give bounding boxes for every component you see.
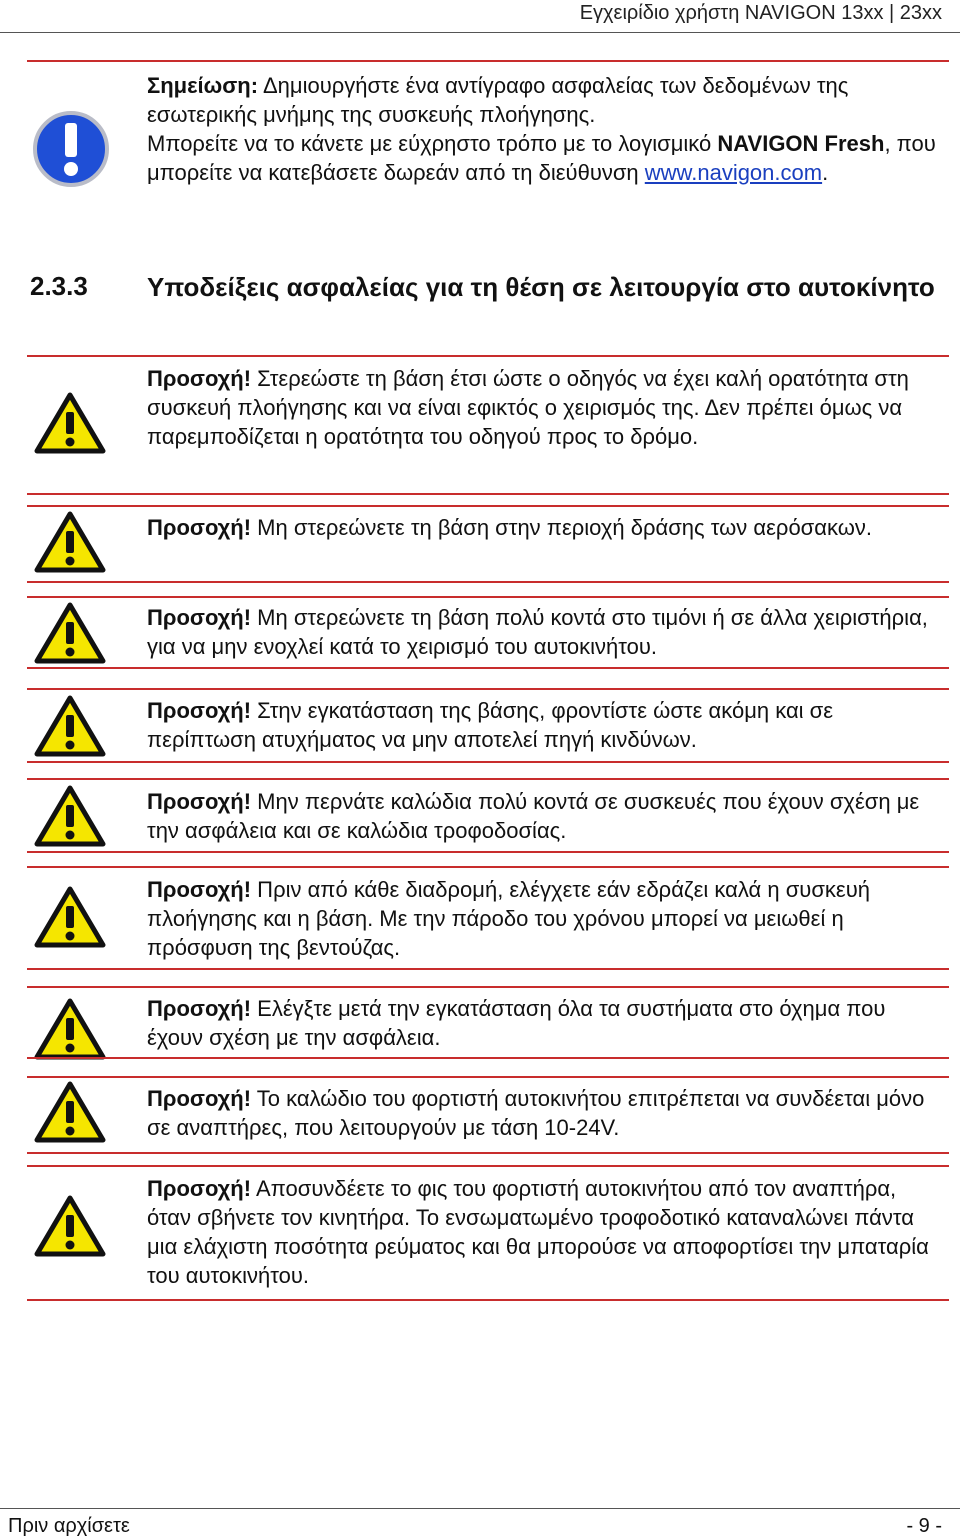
warning-text: Στερεώστε τη βάση έτσι ώστε ο οδηγός να έχει καλή ορατότητα στη συσκευή πλοήγησης και να είναι εφικτός ο χειρισμός της. Δεν πρέπει όμως να παρεμποδίζεται η ορατότητα του οδηγού προς το δρόμο. bbox=[147, 366, 909, 449]
warning-paragraph bbox=[147, 787, 942, 845]
warning-text: Μην περνάτε καλώδια πολύ κοντά σε συσκευές που έχουν σχέση με την ασφάλεια και σε καλώδια τροφοδοσίας. bbox=[147, 789, 920, 843]
warning-paragraph bbox=[147, 994, 942, 1052]
warning-block bbox=[0, 1076, 960, 1152]
warning-rule-bottom bbox=[27, 1299, 949, 1301]
warning-paragraph bbox=[147, 603, 942, 661]
note-top-rule bbox=[27, 60, 949, 62]
warning-text: Μη στερεώνετε τη βάση πολύ κοντά στο τιμόνι ή σε άλλα χειριστήρια, για να μην ενοχλεί κατά το χειρισμό του αυτοκινήτου. bbox=[147, 605, 928, 659]
warning-rule-top bbox=[27, 986, 949, 988]
note-line-1 bbox=[147, 71, 937, 129]
warning-triangle-icon bbox=[34, 998, 106, 1060]
warning-rule-top bbox=[27, 505, 949, 507]
warning-text: Στην εγκατάσταση της βάσης, φροντίστε ώστε ακόμη και σε περίπτωση ατυχήματος να μην αποτελεί πηγή κινδύνων. bbox=[147, 698, 834, 752]
note-line-2 bbox=[147, 129, 937, 187]
warning-lead: Προσοχή! bbox=[147, 515, 252, 540]
footer-chapter: Πριν αρχίσετε bbox=[8, 1515, 130, 1537]
note-product: NAVIGON Fresh bbox=[717, 131, 885, 156]
warning-rule-top bbox=[27, 688, 949, 690]
warning-rule-top bbox=[27, 1076, 949, 1078]
warning-block bbox=[0, 1165, 960, 1299]
warning-rule-bottom bbox=[27, 667, 949, 669]
warning-block bbox=[0, 866, 960, 968]
warning-rule-bottom bbox=[27, 851, 949, 853]
footer-rule bbox=[0, 1508, 960, 1509]
note-text-1: Δημιουργήστε ένα αντίγραφο ασφαλείας των δεδομένων της εσωτερικής μνήμης της συσκευής πλοήγησης. bbox=[147, 73, 849, 127]
info-exclamation-icon bbox=[32, 110, 110, 188]
warning-block bbox=[0, 778, 960, 851]
warning-block bbox=[0, 505, 960, 581]
warning-paragraph bbox=[147, 364, 942, 451]
warning-lead: Προσοχή! bbox=[147, 698, 252, 723]
warning-lead: Προσοχή! bbox=[147, 789, 252, 814]
warning-triangle-icon bbox=[34, 511, 106, 573]
warning-rule-bottom bbox=[27, 761, 949, 763]
warning-lead: Προσοχή! bbox=[147, 366, 252, 391]
warning-lead: Προσοχή! bbox=[147, 877, 252, 902]
warning-triangle-icon bbox=[34, 695, 106, 757]
warning-paragraph bbox=[147, 513, 942, 542]
note-lead: Σημείωση: bbox=[147, 73, 259, 98]
section-title: Υποδείξεις ασφαλείας για τη θέση σε λειτουργία στο αυτοκίνητο bbox=[147, 272, 935, 302]
warning-paragraph bbox=[147, 1084, 942, 1142]
warning-text: Πριν από κάθε διαδρομή, ελέγχετε εάν εδράζει καλά η συσκευή πλοήγησης και η βάση. Με την πάροδο του χρόνου μπορεί να μειωθεί η πρόσφυση της βεντούζας. bbox=[147, 877, 870, 960]
warning-rule-bottom bbox=[27, 493, 949, 495]
warning-text: Ελέγξτε μετά την εγκατάσταση όλα τα συστήματα στο όχημα που έχουν σχέση με την ασφάλεια. bbox=[147, 996, 886, 1050]
warning-triangle-icon bbox=[34, 886, 106, 948]
note-paragraph bbox=[147, 71, 937, 187]
warning-rule-top bbox=[27, 1165, 949, 1167]
warning-text: Αποσυνδέετε το φις του φορτιστή αυτοκινήτου από τον αναπτήρα, όταν σβήνετε τον κινητήρα. Το ενσωματωμένο τροφοδοτικό καταναλώνει πάντα μια ελάχιστη ποσότητα ρεύματος και θα μπορούσε να αποφορτίσει την μπαταρία του αυτοκινήτου. bbox=[147, 1176, 929, 1288]
warning-rule-bottom bbox=[27, 1152, 949, 1154]
warning-text: Το καλώδιο του φορτιστή αυτοκινήτου επιτρέπεται να συνδέεται μόνο σε αναπτήρες, που λειτουργούν με τάση 10-24V. bbox=[147, 1086, 925, 1140]
warning-block bbox=[0, 596, 960, 667]
warning-block bbox=[0, 688, 960, 761]
footer-page-number: - 9 - bbox=[906, 1515, 942, 1537]
warning-rule-bottom bbox=[27, 968, 949, 970]
warning-text: Μη στερεώνετε τη βάση στην περιοχή δράσης των αερόσακων. bbox=[251, 515, 872, 540]
warning-triangle-icon bbox=[34, 602, 106, 664]
warning-rule-top bbox=[27, 596, 949, 598]
warning-triangle-icon bbox=[34, 1081, 106, 1143]
warning-paragraph bbox=[147, 875, 942, 962]
warning-lead: Προσοχή! bbox=[147, 996, 252, 1021]
note-text-2a: Μπορείτε να το κάνετε με εύχρηστο τρόπο με το λογισμικό bbox=[147, 131, 718, 156]
warning-triangle-icon bbox=[34, 785, 106, 847]
note-text-2b: , που μπορείτε να κατεβάσετε δωρεάν από τη διεύθυνση bbox=[147, 131, 936, 185]
warning-triangle-icon bbox=[34, 1195, 106, 1257]
note-text-2c: . bbox=[822, 160, 829, 185]
warning-rule-top bbox=[27, 355, 949, 357]
warning-rule-bottom bbox=[27, 581, 949, 583]
navigon-link[interactable]: www.navigon.com bbox=[644, 160, 823, 185]
warning-paragraph bbox=[147, 696, 942, 754]
warning-paragraph bbox=[147, 1174, 942, 1290]
warning-lead: Προσοχή! bbox=[147, 605, 252, 630]
warning-rule-bottom bbox=[27, 1057, 949, 1059]
page-header-title: Εγχειρίδιο χρήστη NAVIGON 13xx | 23xx bbox=[579, 2, 942, 24]
header-rule bbox=[0, 32, 960, 33]
warning-lead: Προσοχή! bbox=[147, 1086, 252, 1111]
warning-triangle-icon bbox=[34, 392, 106, 454]
warning-block bbox=[0, 986, 960, 1057]
warning-rule-top bbox=[27, 866, 949, 868]
warning-block bbox=[0, 355, 960, 493]
section-number: 2.3.3 bbox=[30, 271, 88, 301]
warning-rule-top bbox=[27, 778, 949, 780]
warning-lead: Προσοχή! bbox=[147, 1176, 252, 1201]
